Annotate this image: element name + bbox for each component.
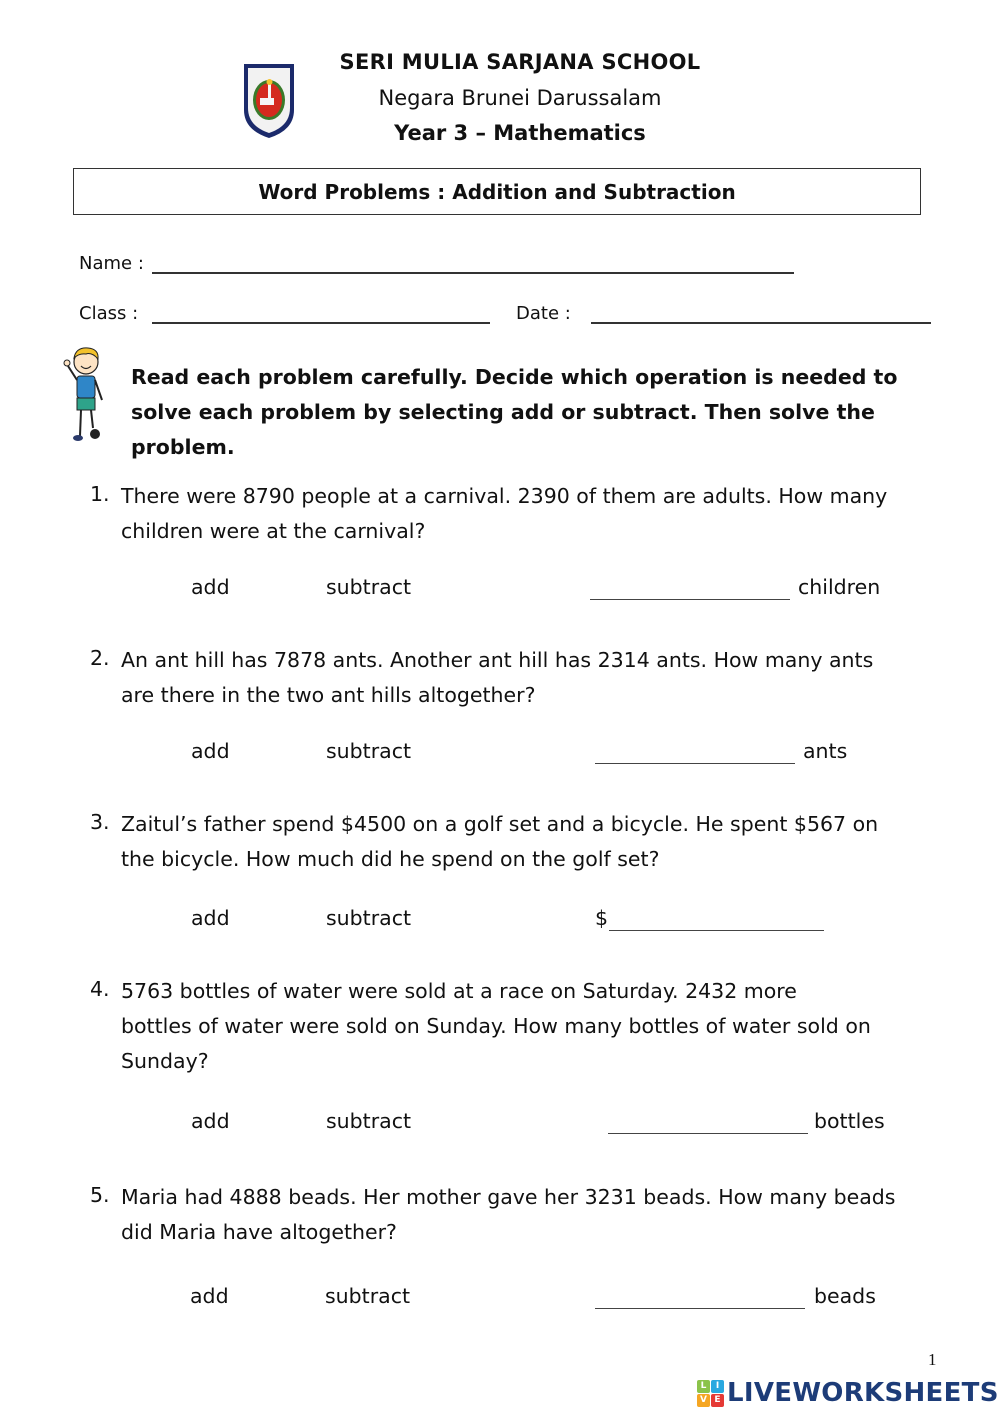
question-line: An ant hill has 7878 ants. Another ant hill has 2314 ants. How many ants — [121, 648, 874, 672]
class-field[interactable] — [152, 322, 490, 324]
worksheet-title-text: Word Problems : Addition and Subtraction — [258, 179, 736, 204]
worksheet-title — [73, 168, 921, 215]
boy-waving-icon — [62, 344, 112, 444]
question-line: the bicycle. How much did he spend on the golf set? — [121, 847, 660, 871]
question-text — [121, 479, 941, 549]
dollar-sign: $ — [595, 906, 609, 930]
answer-field[interactable] — [609, 930, 824, 931]
question-number: 2. — [90, 646, 110, 670]
question-text — [121, 1180, 941, 1250]
question-text — [121, 807, 941, 877]
subtract-option[interactable]: subtract — [326, 906, 412, 930]
class-label: Class : — [79, 303, 139, 324]
question-line: There were 8790 people at a carnival. 2390 of them are adults. How many — [121, 484, 888, 508]
subtract-option[interactable]: subtract — [325, 1284, 411, 1308]
add-option[interactable]: add — [190, 1284, 229, 1308]
question-number: 3. — [90, 810, 110, 834]
question-text — [121, 974, 941, 1079]
answer-unit: beads — [814, 1284, 876, 1308]
answer-unit: children — [798, 575, 881, 599]
subtract-option[interactable]: subtract — [326, 739, 412, 763]
question-text — [121, 643, 941, 713]
answer-unit: ants — [803, 739, 848, 763]
date-field[interactable] — [591, 322, 931, 324]
question-number: 1. — [90, 482, 110, 506]
add-option[interactable]: add — [191, 575, 230, 599]
question-number: 4. — [90, 977, 110, 1001]
name-field[interactable] — [152, 272, 794, 274]
answer-field[interactable] — [608, 1133, 808, 1134]
date-label: Date : — [516, 303, 571, 324]
page-number: 1 — [928, 1350, 937, 1369]
add-option[interactable]: add — [191, 1109, 230, 1133]
question-line: bottles of water were sold on Sunday. How many bottles of water sold on — [121, 1014, 871, 1038]
add-option[interactable]: add — [191, 906, 230, 930]
answer-field[interactable] — [595, 1308, 805, 1309]
country-name: Negara Brunei Darussalam — [378, 86, 662, 110]
school-name: SERI MULIA SARJANA SCHOOL — [339, 50, 701, 74]
name-label: Name : — [79, 253, 144, 274]
liveworksheets-logo — [697, 1378, 999, 1408]
question-line: did Maria have altogether? — [121, 1220, 397, 1244]
instructions-text: Read each problem carefully. Decide which operation is needed to solve each problem by selecting add or subtract. Then solve the problem. — [131, 365, 898, 459]
brand-name: LIVEWORKSHEETS — [727, 1378, 999, 1408]
subtract-option[interactable]: subtract — [326, 1109, 412, 1133]
question-line: children were at the carnival? — [121, 519, 426, 543]
subject-title: Year 3 – Mathematics — [394, 121, 646, 145]
question-line: Sunday? — [121, 1049, 209, 1073]
question-line: are there in the two ant hills altogether? — [121, 683, 536, 707]
add-option[interactable]: add — [191, 739, 230, 763]
question-number: 5. — [90, 1183, 110, 1207]
question-line: Maria had 4888 beads. Her mother gave her 3231 beads. How many beads — [121, 1185, 896, 1209]
subtract-option[interactable]: subtract — [326, 575, 412, 599]
answer-unit: bottles — [814, 1109, 885, 1133]
question-line: 5763 bottles of water were sold at a race on Saturday. 2432 more — [121, 979, 797, 1003]
question-line: Zaitul’s father spend $4500 on a golf set and a bicycle. He spent $567 on — [121, 812, 879, 836]
answer-field[interactable] — [595, 763, 795, 764]
brand-tiles-icon: L I V E — [697, 1380, 724, 1407]
answer-field[interactable] — [590, 599, 790, 600]
